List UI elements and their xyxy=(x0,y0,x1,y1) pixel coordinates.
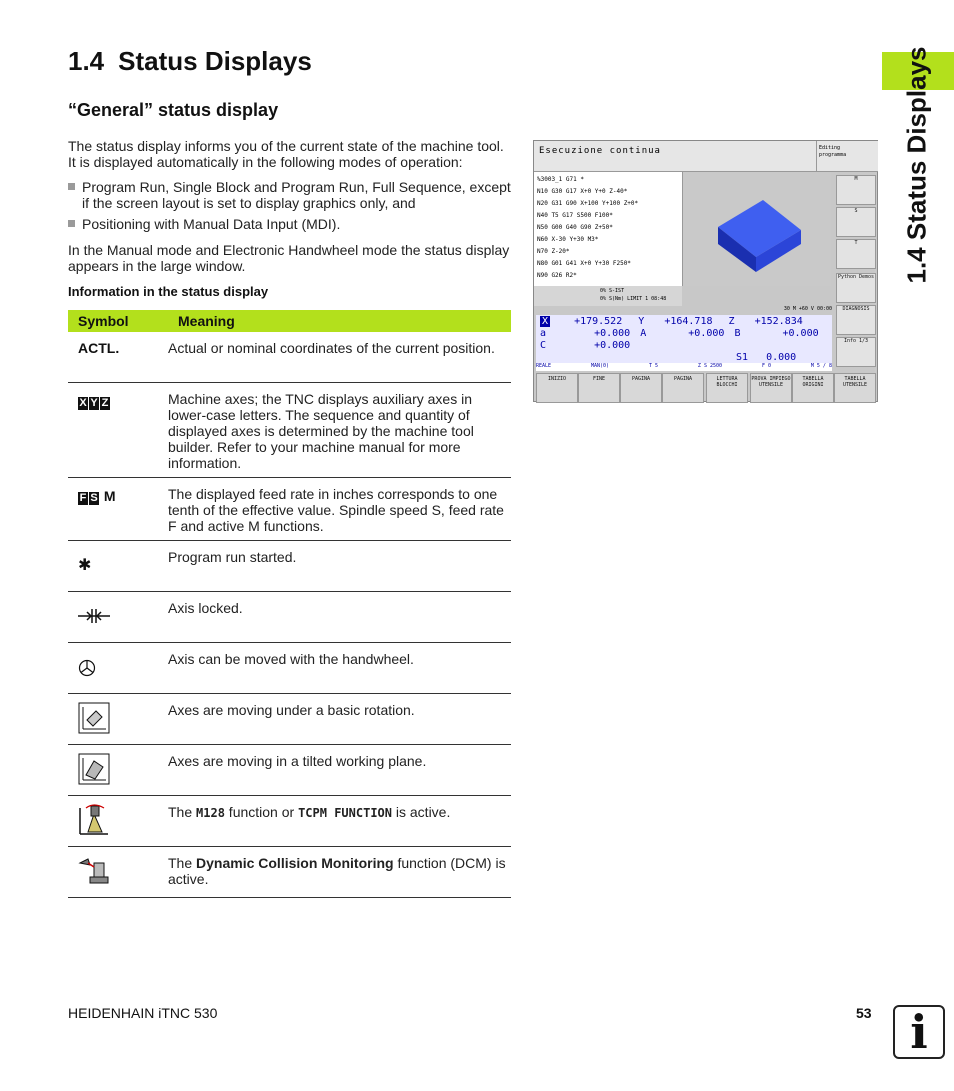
status-cell: F 0 xyxy=(761,363,771,369)
side-softkey-info[interactable]: Info 1/3 xyxy=(836,337,876,367)
xyz-meaning: Machine axes; the TNC displays auxiliary axes in lower-case letters. The sequence and quantity of displayed axes is determined by the machine tool builder. Refer to your machine manual for more information. xyxy=(168,391,474,471)
axis-label: Z xyxy=(728,316,735,327)
program-line: N50 G00 G40 G90 Z+50* xyxy=(537,224,613,231)
fsm-meaning: The displayed feed rate in inches corresponds to one tenth of the effective value. Spindle speed S, feed rate F and active M functions. xyxy=(168,486,504,534)
program-line: %3003_1 G71 * xyxy=(537,176,584,183)
dcm-name: Dynamic Collision Monitoring xyxy=(196,855,394,871)
axis-row-1 xyxy=(540,316,830,327)
softkey-page-down[interactable]: PAGINA xyxy=(662,373,704,403)
m128-code: M128 xyxy=(196,806,225,820)
tnc-screenshot xyxy=(533,140,878,402)
axis-locked-icon xyxy=(78,608,110,627)
program-line: N60 X-30 Y+30 M3* xyxy=(537,236,599,243)
side-softkey-python[interactable]: Python Demos xyxy=(836,273,876,303)
side-tab-text: 1.4 Status Displays xyxy=(901,46,932,284)
spindle-row xyxy=(736,352,796,363)
coord-header: 30 M +60 V 00:00 xyxy=(783,306,832,312)
axis-label: a xyxy=(540,328,547,339)
page-title xyxy=(68,46,312,77)
softkey-block-scan[interactable]: LETTURA BLOCCHI xyxy=(706,373,748,403)
tcpm-code: TCPM FUNCTION xyxy=(298,806,392,820)
mode-subtitle: Editing programma xyxy=(819,145,847,158)
softkey-datum-table[interactable]: TABELLA ORIGINI xyxy=(792,373,834,403)
table-row xyxy=(68,643,511,694)
list-item: Positioning with Manual Data Input (MDI). xyxy=(68,216,513,232)
list-item: Program Run, Single Block and Program Run, Full Sequence, except if the screen layout is set to display graphics only, and xyxy=(68,179,513,211)
workpiece-graphic xyxy=(683,172,831,286)
page-number: 53 xyxy=(856,1005,872,1021)
basic-rotation-icon xyxy=(78,702,110,737)
softkey-tool-table[interactable]: TABELLA UTENSILE xyxy=(834,373,876,403)
status-cell: Z S 2500 xyxy=(697,363,723,369)
axis-value: +179.522 xyxy=(574,316,623,327)
side-softkey-t[interactable]: T xyxy=(836,239,876,269)
tcpm-meaning xyxy=(168,804,508,821)
graphics-window xyxy=(683,172,831,286)
actl-meaning: Actual or nominal coordinates of the current position. xyxy=(168,340,495,356)
program-line: N20 G31 G90 X+100 Y+100 Z+0* xyxy=(537,200,639,207)
run-started-icon: ✱ xyxy=(78,557,92,574)
col-symbol: Symbol xyxy=(78,313,129,329)
section-heading: “General” status display xyxy=(68,100,279,120)
axis-row-3 xyxy=(540,340,830,351)
spindle-value: 0.000 xyxy=(766,352,797,363)
table-row xyxy=(68,847,511,898)
spindle-label: S1 xyxy=(736,352,749,363)
fsm-symbol xyxy=(78,488,116,505)
table-row xyxy=(68,745,511,796)
program-lines xyxy=(537,174,681,282)
dcm-suffix: function (DCM) is active. xyxy=(168,855,506,887)
m128-suffix: is active. xyxy=(392,804,451,820)
tcpm-icon xyxy=(78,802,110,839)
axis-value: +152.834 xyxy=(754,316,803,327)
mode-title: Esecuzione continua xyxy=(539,146,661,156)
load-status xyxy=(534,286,682,306)
axis-label: Y xyxy=(638,316,645,327)
section-number: 1.4 xyxy=(68,46,105,76)
info-icon xyxy=(893,1005,945,1059)
status-line: 0% S-IST xyxy=(600,288,625,294)
side-tab xyxy=(897,48,937,288)
table-row xyxy=(68,478,511,541)
table-row xyxy=(68,592,511,643)
table-row xyxy=(68,694,511,745)
side-softkey-diagnosis[interactable]: DIAGNOSIS xyxy=(836,305,876,335)
softkey-fine[interactable]: FINE xyxy=(578,373,620,403)
axis-label: C xyxy=(540,340,547,351)
status-cell: T 5 xyxy=(648,363,658,369)
table-row xyxy=(68,332,511,383)
handwheel-meaning: Axis can be moved with the handwheel. xyxy=(168,651,414,667)
manual-mode-paragraph: In the Manual mode and Electronic Handwheel mode the status display appears in the large window. xyxy=(68,242,510,274)
feed-box: F xyxy=(79,492,87,504)
axis-value: +164.718 xyxy=(664,316,713,327)
m128-prefix: The xyxy=(168,804,197,820)
program-line: N70 Z-20* xyxy=(537,248,570,255)
axis-value: +0.000 xyxy=(594,340,631,351)
table-row xyxy=(68,796,511,847)
table-row xyxy=(68,541,511,592)
run-meaning: Program run started. xyxy=(168,549,297,565)
m-label: M xyxy=(103,488,116,504)
program-line: N90 G26 R2* xyxy=(537,272,577,279)
handwheel-icon xyxy=(78,659,96,680)
mode-bar xyxy=(534,141,816,172)
mode-list xyxy=(68,179,513,237)
m128-middle: function or xyxy=(224,804,299,820)
program-listing xyxy=(534,172,683,286)
dcm-meaning xyxy=(168,855,508,887)
status-table xyxy=(68,310,511,898)
tilted-plane-icon xyxy=(78,753,110,788)
softkey-tool-check[interactable]: PROVA IMPIEGO UTENSILE xyxy=(750,373,792,403)
axis-x-box: X xyxy=(79,397,87,409)
dcm-prefix: The xyxy=(168,855,197,871)
info-heading: Information in the status display xyxy=(68,284,269,299)
intro-paragraph: The status display informs you of the current state of the machine tool. It is displayed automatically in the following modes of operation: xyxy=(68,138,504,170)
info-letter: i xyxy=(910,1005,928,1059)
col-meaning: Meaning xyxy=(178,313,235,329)
axis-label: A xyxy=(640,328,647,339)
status-cell: MAN(0) xyxy=(590,363,610,369)
mode-sub-bar xyxy=(816,141,878,172)
program-line: N40 T5 G17 S500 F100* xyxy=(537,212,613,219)
axis-value: +0.000 xyxy=(782,328,819,339)
basic-rotation-meaning: Axes are moving under a basic rotation. xyxy=(168,702,415,718)
axis-row-2 xyxy=(540,328,830,339)
program-line: N10 G30 G17 X+0 Y+0 Z-40* xyxy=(537,188,628,195)
softkey-inizio[interactable]: INIZIO xyxy=(536,373,578,403)
side-softkey-m[interactable]: M xyxy=(836,175,876,205)
axis-label: X xyxy=(542,316,549,327)
xyz-symbol xyxy=(78,393,111,410)
softkey-page-up[interactable]: PAGINA xyxy=(620,373,662,403)
locked-meaning: Axis locked. xyxy=(168,600,243,616)
footer-product: HEIDENHAIN iTNC 530 xyxy=(68,1005,218,1021)
table-header xyxy=(68,310,511,332)
position-display xyxy=(536,315,832,365)
status-line: 0% S(Nm) LIMIT 1 08:48 xyxy=(600,296,667,302)
tilted-plane-meaning: Axes are moving in a tilted working plane. xyxy=(168,753,427,769)
axis-y-box: Y xyxy=(90,397,98,409)
axis-value: +0.000 xyxy=(594,328,631,339)
section-title: Status Displays xyxy=(118,46,312,76)
status-cell: REALE xyxy=(536,363,552,369)
table-row xyxy=(68,383,511,478)
spindle-box: S xyxy=(90,492,98,504)
axis-value: +0.000 xyxy=(688,328,725,339)
bottom-status xyxy=(536,363,832,371)
axis-z-box: Z xyxy=(101,397,109,409)
status-cell: M 5 / 8 xyxy=(810,363,832,369)
dcm-icon xyxy=(78,857,110,888)
actl-symbol: ACTL. xyxy=(78,340,120,356)
program-line: N80 G01 G41 X+0 Y+30 F250* xyxy=(537,260,631,267)
axis-label: B xyxy=(734,328,741,339)
side-softkey-s[interactable]: S xyxy=(836,207,876,237)
